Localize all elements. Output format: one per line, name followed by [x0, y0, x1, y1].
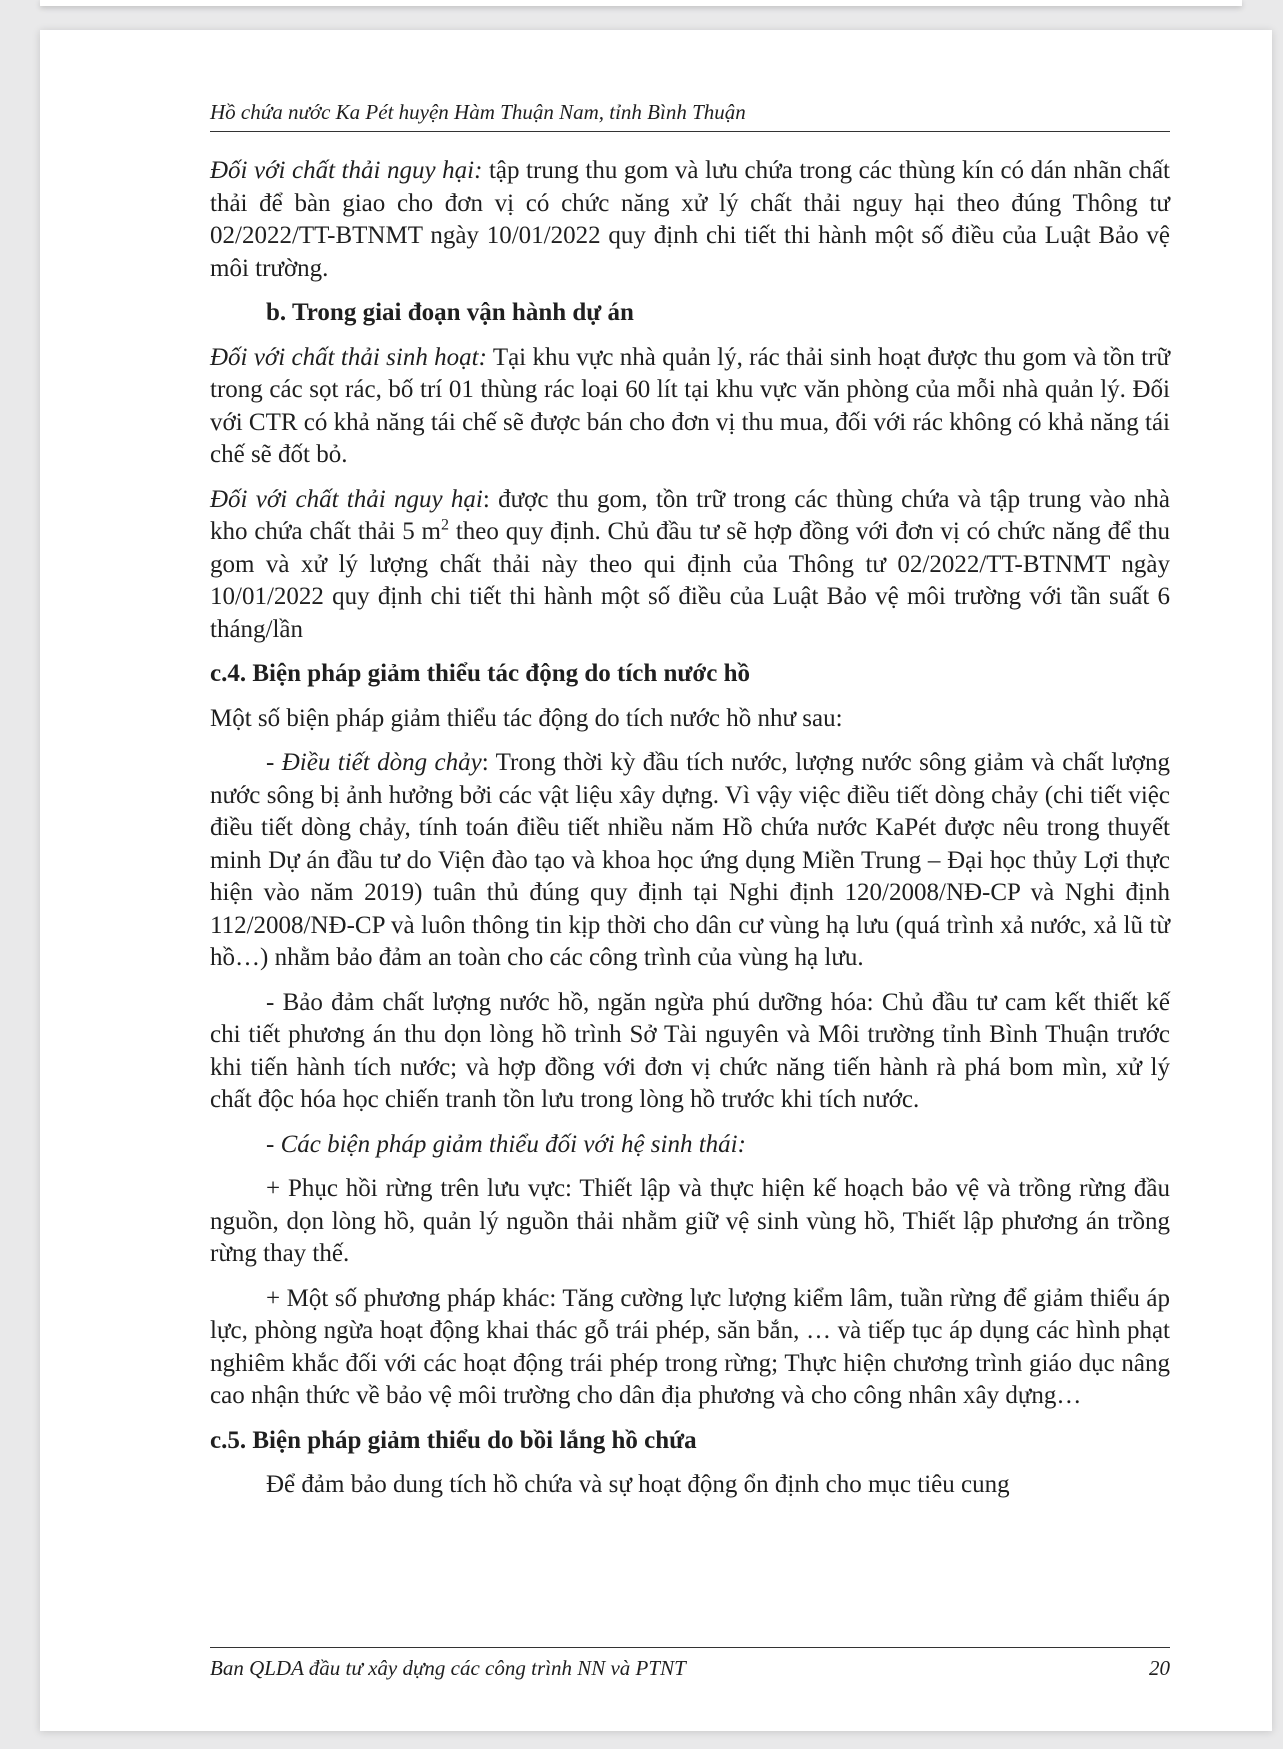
paragraph-text: theo quy định. Chủ đầu tư sẽ hợp đồng với đơn vị có chức năng để thu gom và xử lý lượng chất thải này theo qui định của Thông tư 02/2022/TT-BTNMT ngày 10/01/2022 quy định chi tiết thi hành một số điều của Luật Bảo vệ môi trường với tần suất 6 tháng/lần [210, 518, 1170, 643]
footer-organization: Ban QLDA đầu tư xây dựng các công trình NN và PTNT [210, 1656, 686, 1680]
paragraph-forest-recovery: + Phục hồi rừng trên lưu vực: Thiết lập và thực hiện kế hoạch bảo vệ và trồng rừng đầu nguồn, dọn lòng hồ, quản lý nguồn thải nhằm giữ vệ sinh vùng hồ, Thiết lập phương án trồng rừng thay thế. [210, 1175, 1170, 1267]
paragraph-label: - Điều tiết dòng chảy [266, 749, 482, 776]
paragraph-text: : Trong thời kỳ đầu tích nước, lượng nước sông giảm và chất lượng nước sông bị ảnh hưởng bởi các vật liệu xây dựng. Vì vậy việc điều tiết dòng chảy (chi tiết việc điều tiết dòng chảy, tính toán điều tiết nhiều năm Hồ chứa nước KaPét được nêu trong thuyết minh Dự án đầu tư do Viện đào tạo và khoa học ứng dụng Miền Trung – Đại học thủy Lợi thực hiện vào năm 2019) tuân thủ đúng quy định tại Nghi định 120/2008/NĐ-CP và Nghi định 112/2008/NĐ-CP và luôn thông tin kịp thời cho dân cư vùng hạ lưu (quá trình xả nước, xả lũ từ hồ…) nhằm bảo đảm an toàn cho các công trình của vùng hạ lưu. [210, 749, 1170, 971]
paragraph-label: Đối với chất thải nguy hại [210, 485, 483, 513]
paragraph-hazardous-waste-operation [210, 484, 1170, 647]
paragraph-label: Đối với chất thải nguy hại: [210, 157, 483, 184]
section-heading-c5: c.5. Biện pháp giảm thiểu do bồi lắng hồ chứa [210, 1426, 697, 1454]
page-number: 20 [1149, 1656, 1170, 1680]
paragraph-hazardous-waste-construction [210, 155, 1170, 285]
previous-page-edge [40, 0, 1242, 6]
running-header: Hồ chứa nước Ka Pét huyện Hàm Thuận Nam, tỉnh Bình Thuận [210, 98, 1170, 132]
paragraph-text: tập trung thu gom và lưu chứa trong các thùng kín có dán nhãn chất thải để bàn giao cho đơn vị có chức năng xử lý chất thải nguy hại theo đúng Thông tư 02/2022/TT-BTNMT ngày 10/01/2022 quy định chi tiết thi hành một số điều của Luật Bảo vệ môi trường. [210, 157, 1171, 282]
paragraph-text: Tại khu vực nhà quản lý, rác thải sinh hoạt được thu gom và tồn trữ trong các sọt rác, bố trí 01 thùng rác loại 60 lít tại khu vực văn phòng của mỗi nhà quản lý. Đối với CTR có khả năng tái chế sẽ được bán cho đơn vị thu mua, đối với rác không có khả năng tái chế sẽ đốt bỏ. [210, 343, 1170, 468]
paragraph-domestic-waste [210, 342, 1170, 472]
paragraph-flow-regulation [210, 747, 1170, 975]
paragraph-text: : được thu gom, tồn trữ trong các thùng chứa và tập trung vào nhà kho chứa chất thải 5 m [210, 485, 1170, 545]
paragraph-ecosystem-heading [210, 1129, 1170, 1162]
paragraph-other-methods: + Một số phương pháp khác: Tăng cường lực lượng kiểm lâm, tuần rừng để giảm thiểu áp lực, phòng ngừa hoạt động khai thác gỗ trái phép, săn bắn, … và tiếp tục áp dụng các hình phạt nghiêm khắc đối với các hoạt động trái phép trong rừng; Thực hiện chương trình giáo dục nâng cao nhận thức về bảo vệ môi trường cho dân địa phương và cho công nhân xây dựng… [210, 1284, 1170, 1409]
section-heading-c4: c.4. Biện pháp giảm thiểu tác động do tích nước hồ [210, 660, 751, 687]
paragraph-water-quality: - Bảo đảm chất lượng nước hồ, ngăn ngừa phú dưỡng hóa: Chủ đầu tư cam kết thiết kế chi tiết phương án thu dọn lòng hồ trình Sở Tài nguyên và Môi trường tỉnh Bình Thuận trước khi tiến hành tích nước; và hợp đồng với đơn vị chức năng tiến hành rà phá bom mìn, xử lý chất độc hóa học chiến tranh tồn lưu trong lòng hồ trước khi tích nước. [210, 988, 1170, 1113]
section-heading-b: b. Trong giai đoạn vận hành dự án [266, 299, 634, 326]
superscript: 2 [440, 516, 449, 534]
paragraph-label: - Các biện pháp giảm thiểu đối với hệ sinh thái: [266, 1130, 746, 1158]
document-body [210, 155, 1170, 1514]
document-page [40, 30, 1272, 1731]
running-footer [210, 1647, 1170, 1682]
paragraph-label: Đối với chất thải sinh hoạt: [210, 343, 487, 371]
paragraph-intro-c4: Một số biện pháp giảm thiểu tác động do tích nước hồ như sau: [210, 704, 843, 732]
paragraph-sedimentation: Để đảm bảo dung tích hồ chứa và sự hoạt động ổn định cho mục tiêu cung [266, 1471, 1010, 1498]
